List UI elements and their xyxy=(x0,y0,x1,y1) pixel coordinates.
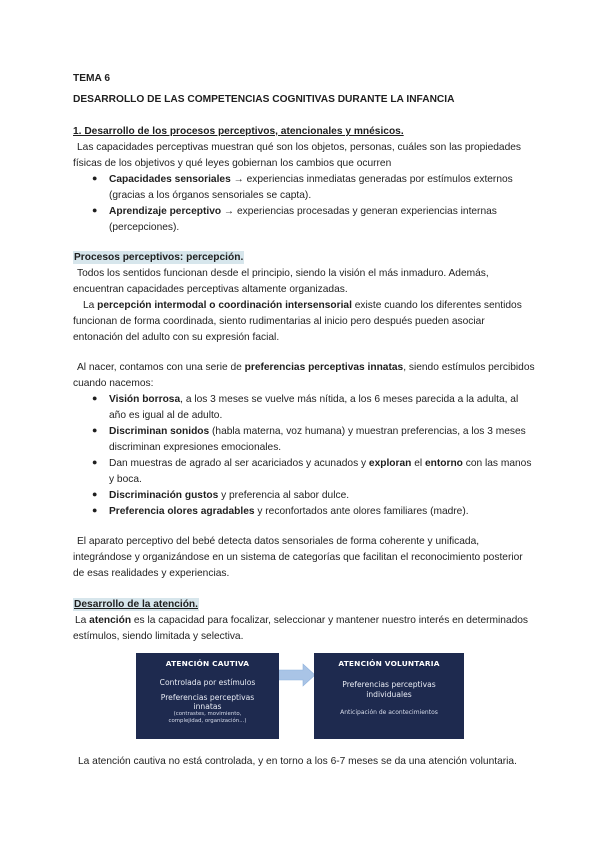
diagram-box-line: Controlada por estímulos xyxy=(159,678,256,687)
diagram-box-note: complejidad, organización...) xyxy=(168,718,247,724)
paragraph-line: Todos los sentidos funcionan desde el principio, siendo la visión el más inmaduro. Además, xyxy=(77,268,489,279)
diagram-box-note: Anticipación de acontecimientos xyxy=(340,709,438,716)
list-item-text: el xyxy=(411,458,425,469)
paragraph-line: integrándose y organizándose en un sistema de categorías que facilitan el reconocimiento posterior xyxy=(73,552,523,563)
bullet-dot: ● xyxy=(92,173,98,183)
bullet-dot: ● xyxy=(92,505,98,515)
text-run: existe cuando los diferentes sentidos xyxy=(351,300,522,311)
arrow-right-icon xyxy=(279,663,315,687)
diagram-box-note: (contrastes, movimiento, xyxy=(173,711,242,717)
list-item-bold: Discriminan sonidos xyxy=(109,426,210,437)
list-item-text: → experiencias procesadas y generan experiencias internas xyxy=(221,206,497,217)
diagram-box-title: ATENCIÓN CAUTIVA xyxy=(165,659,250,668)
bullet-dot: ● xyxy=(92,489,98,499)
paragraph-line: estímulos, siendo limitada y selectiva. xyxy=(73,631,244,642)
paragraph-line: encuentran capacidades perceptivas altamente organizadas. xyxy=(73,284,348,295)
paragraph-line: entonación del adulto con su expresión facial. xyxy=(73,332,280,343)
list-item xyxy=(109,424,526,440)
paragraph-line: cuando nacemos: xyxy=(73,378,154,389)
section-heading-atencion xyxy=(73,597,199,613)
bullet-dot: ● xyxy=(92,393,98,403)
list-item-bold: exploran xyxy=(368,458,412,469)
list-item xyxy=(109,504,469,520)
list-item-text: Dan muestras de agrado al ser acariciados y acunados y xyxy=(109,458,369,469)
section-heading-percepcion xyxy=(73,250,244,266)
list-item xyxy=(109,456,531,472)
list-item-continuation: discriminan expresiones emocionales. xyxy=(109,442,282,453)
list-item-text: y reconfortados ante olores familiares (madre). xyxy=(254,506,469,517)
highlighted-heading: Desarrollo de la atención. xyxy=(74,599,198,610)
paragraph-line xyxy=(83,298,522,314)
list-item xyxy=(109,392,518,408)
paragraph-line: Las capacidades perceptivas muestran qué son los objetos, personas, cuáles son las propiedades xyxy=(77,142,521,153)
paragraph-line: de esas realidades y experiencias. xyxy=(73,568,230,579)
diagram-box-title: ATENCIÓN VOLUNTARIA xyxy=(338,659,440,668)
list-item-text: (habla materna, voz humana) y muestran preferencias, a los 3 meses xyxy=(209,426,526,437)
highlighted-heading: Procesos perceptivos: percepción. xyxy=(74,252,244,263)
bold-term: percepción intermodal o coordinación intersensorial xyxy=(97,300,352,311)
paragraph-line xyxy=(77,360,535,376)
diagram-box-atencion-voluntaria xyxy=(314,653,464,739)
list-item-bold: Visión borrosa xyxy=(109,394,181,405)
list-item-continuation: año es igual al de adulto. xyxy=(109,410,223,421)
list-item xyxy=(109,172,513,188)
diagram-box-line: innatas xyxy=(193,702,222,711)
text-run: La xyxy=(75,615,90,626)
text-run: Al nacer, contamos con una serie de xyxy=(77,362,245,373)
list-item-bold: entorno xyxy=(424,458,463,469)
paragraph-line xyxy=(75,613,528,629)
bullet-dot: ● xyxy=(92,425,98,435)
list-item-bold: Aprendizaje perceptivo xyxy=(109,206,222,217)
bold-term: atención xyxy=(89,615,132,626)
list-item-bold: Discriminación gustos xyxy=(109,490,219,501)
list-item-text: , a los 3 meses se vuelve más nítida, a los 6 meses parecida a la adulta, al xyxy=(180,394,519,405)
paragraph-line: funcionan de forma coordinada, siento rudimentarias al inicio pero después pueden asociar xyxy=(73,316,485,327)
diagram-box-atencion-cautiva xyxy=(136,653,279,739)
diagram-box-line: Preferencias perceptivas xyxy=(160,693,255,702)
list-item-bold: Capacidades sensoriales xyxy=(109,174,231,185)
list-item-continuation: y boca. xyxy=(109,474,142,485)
text-run: La xyxy=(83,300,98,311)
list-item-text: y preferencia al sabor dulce. xyxy=(218,490,350,501)
list-item-continuation: (percepciones). xyxy=(109,222,180,233)
paragraph-line: físicas de los objetivos y qué leyes gobiernan los cambios que ocurren xyxy=(73,158,392,169)
list-item-text: con las manos xyxy=(462,458,532,469)
diagram-box-line: Preferencias perceptivas xyxy=(342,680,436,689)
text-run: , siendo estímulos percibidos xyxy=(403,362,535,373)
bold-term: preferencias perceptivas innatas xyxy=(244,362,404,373)
list-item-bold: Preferencia olores agradables xyxy=(109,506,255,517)
paragraph-line: La atención cautiva no está controlada, y en torno a los 6-7 meses se da una atención voluntaria. xyxy=(78,756,517,767)
diagram-box-line: individuales xyxy=(366,690,412,699)
section-heading-procesos: 1. Desarrollo de los procesos perceptivos, atencionales y mnésicos. xyxy=(73,126,404,137)
paragraph-line: El aparato perceptivo del bebé detecta datos sensoriales de forma coherente y unificada, xyxy=(77,536,480,547)
list-item-continuation: (gracias a los órganos sensoriales se capta). xyxy=(109,190,312,201)
list-item xyxy=(109,488,349,504)
bullet-dot: ● xyxy=(92,457,98,467)
list-item xyxy=(109,204,497,220)
text-run: es la capacidad para focalizar, seleccionar y mantener nuestro interés en determinados xyxy=(131,615,529,626)
list-item-text: → experiencias inmediatas generadas por estímulos externos xyxy=(230,174,513,185)
tema-label: TEMA 6 xyxy=(73,73,110,84)
bullet-dot: ● xyxy=(92,205,98,215)
document-title: DESARROLLO DE LAS COMPETENCIAS COGNITIVAS DURANTE LA INFANCIA xyxy=(73,94,455,105)
